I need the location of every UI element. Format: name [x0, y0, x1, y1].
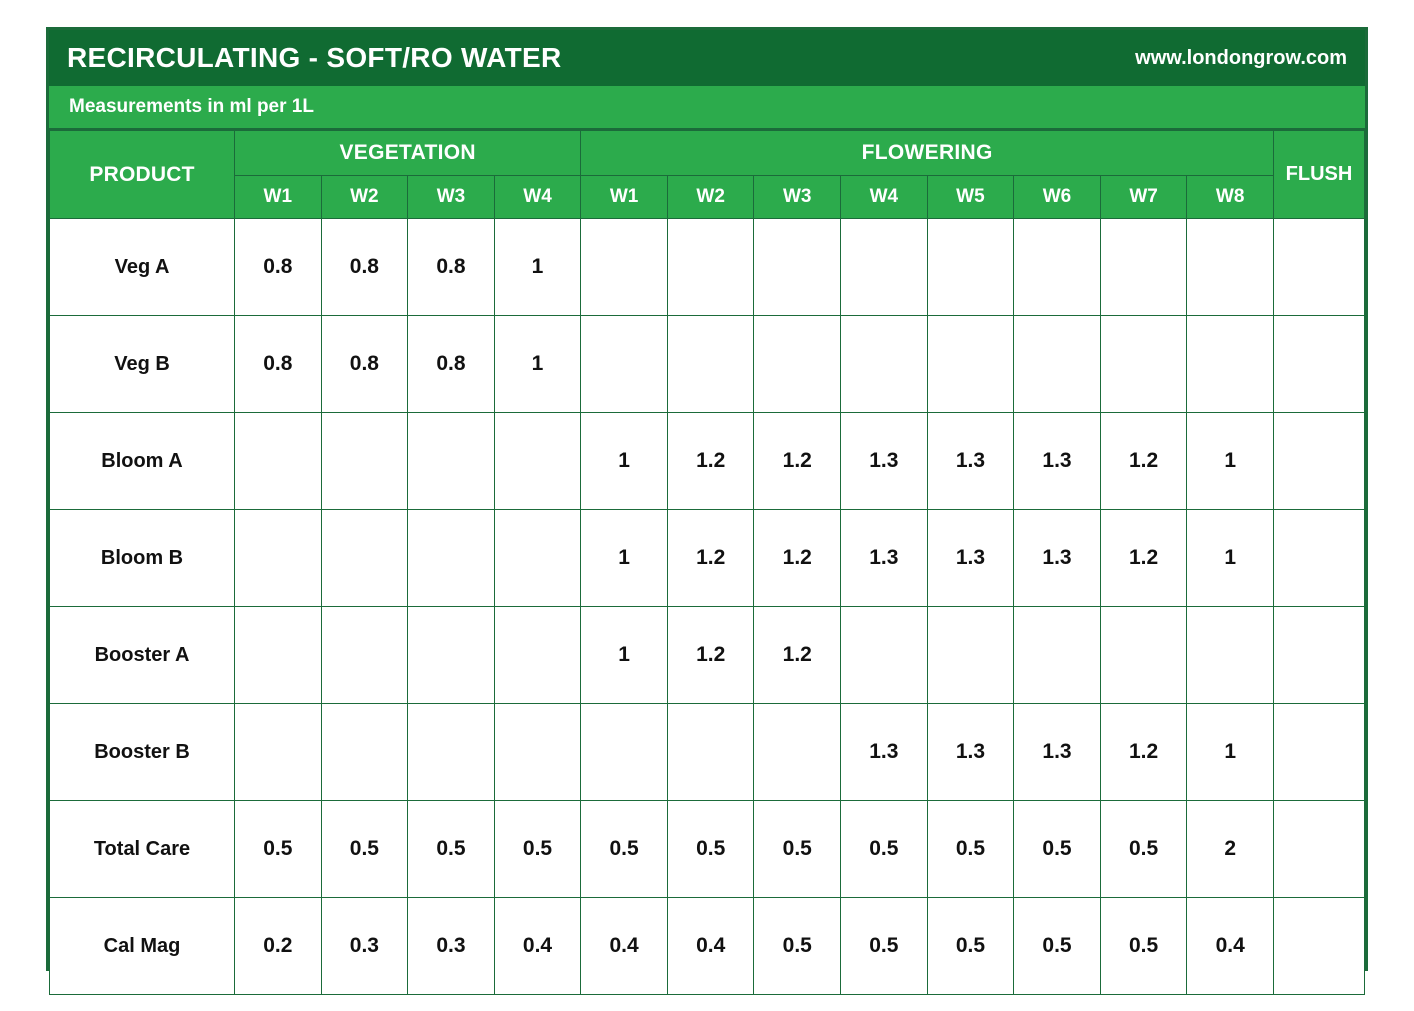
table-row	[50, 510, 1365, 607]
product-name: Bloom A	[50, 413, 235, 510]
chart-subtitle-bar	[49, 86, 1365, 130]
column-header-flush: FLUSH	[1274, 131, 1365, 219]
cell-veg-w2: 0.8	[321, 219, 408, 316]
page-title: RECIRCULATING - SOFT/RO WATER	[67, 42, 562, 73]
cell-flower-w5	[927, 316, 1014, 413]
cell-flush	[1274, 704, 1365, 801]
cell-veg-w2	[321, 413, 408, 510]
cell-flower-w3: 0.5	[754, 898, 841, 995]
cell-veg-w3	[408, 510, 495, 607]
cell-flush	[1274, 219, 1365, 316]
cell-veg-w1: 0.8	[235, 219, 322, 316]
group-header-vegetation: VEGETATION	[235, 131, 581, 176]
cell-veg-w2: 0.3	[321, 898, 408, 995]
week-header-veg-w4: W4	[494, 176, 581, 219]
cell-veg-w1: 0.5	[235, 801, 322, 898]
cell-flower-w2	[667, 316, 754, 413]
table-row	[50, 607, 1365, 704]
cell-flush	[1274, 801, 1365, 898]
table-row	[50, 801, 1365, 898]
column-header-product: PRODUCT	[50, 131, 235, 219]
cell-flower-w1: 0.5	[581, 801, 668, 898]
week-header-flower-w1: W1	[581, 176, 668, 219]
measurement-note: Measurements in ml per 1L	[69, 96, 314, 117]
product-name: Cal Mag	[50, 898, 235, 995]
cell-veg-w3	[408, 413, 495, 510]
table-row	[50, 219, 1365, 316]
week-header-flower-w2: W2	[667, 176, 754, 219]
cell-veg-w1	[235, 607, 322, 704]
cell-veg-w4: 1	[494, 219, 581, 316]
cell-flower-w1	[581, 219, 668, 316]
cell-flower-w5	[927, 607, 1014, 704]
cell-flower-w6: 1.3	[1014, 704, 1101, 801]
cell-veg-w1	[235, 413, 322, 510]
cell-flower-w6: 0.5	[1014, 898, 1101, 995]
cell-flower-w2	[667, 704, 754, 801]
cell-flower-w7	[1100, 607, 1187, 704]
cell-flower-w3: 0.5	[754, 801, 841, 898]
table-row	[50, 413, 1365, 510]
cell-flower-w1: 1	[581, 607, 668, 704]
cell-flower-w4	[841, 607, 928, 704]
cell-veg-w3: 0.8	[408, 219, 495, 316]
table-header	[50, 131, 1365, 219]
cell-flower-w1: 0.4	[581, 898, 668, 995]
cell-flower-w1	[581, 704, 668, 801]
cell-flower-w3: 1.2	[754, 413, 841, 510]
cell-flush	[1274, 510, 1365, 607]
cell-veg-w4	[494, 607, 581, 704]
cell-veg-w3	[408, 607, 495, 704]
product-name: Total Care	[50, 801, 235, 898]
cell-flower-w1: 1	[581, 413, 668, 510]
cell-flush	[1274, 413, 1365, 510]
cell-flush	[1274, 898, 1365, 995]
cell-flower-w2: 1.2	[667, 607, 754, 704]
week-header-flower-w6: W6	[1014, 176, 1101, 219]
week-header-flower-w7: W7	[1100, 176, 1187, 219]
cell-veg-w3	[408, 704, 495, 801]
chart-title-bar	[49, 30, 1365, 86]
cell-veg-w3: 0.3	[408, 898, 495, 995]
cell-veg-w1: 0.8	[235, 316, 322, 413]
cell-flower-w4	[841, 219, 928, 316]
week-header-veg-w1: W1	[235, 176, 322, 219]
week-header-flower-w5: W5	[927, 176, 1014, 219]
cell-flush	[1274, 607, 1365, 704]
cell-flower-w5	[927, 219, 1014, 316]
cell-veg-w4	[494, 704, 581, 801]
cell-flower-w8: 2	[1187, 801, 1274, 898]
cell-flower-w2: 0.5	[667, 801, 754, 898]
cell-flower-w8	[1187, 316, 1274, 413]
cell-flower-w2: 1.2	[667, 510, 754, 607]
product-name: Booster B	[50, 704, 235, 801]
website-url: www.londongrow.com	[1135, 46, 1347, 69]
week-header-flower-w8: W8	[1187, 176, 1274, 219]
cell-flower-w1	[581, 316, 668, 413]
cell-flower-w4: 1.3	[841, 704, 928, 801]
product-name: Veg B	[50, 316, 235, 413]
cell-flower-w8: 1	[1187, 704, 1274, 801]
cell-flower-w3: 1.2	[754, 510, 841, 607]
cell-flower-w6	[1014, 607, 1101, 704]
cell-veg-w2: 0.8	[321, 316, 408, 413]
week-header-flower-w3: W3	[754, 176, 841, 219]
cell-flower-w4: 1.3	[841, 510, 928, 607]
cell-flower-w8	[1187, 219, 1274, 316]
cell-flower-w6	[1014, 219, 1101, 316]
cell-flower-w8: 1	[1187, 510, 1274, 607]
cell-veg-w2	[321, 510, 408, 607]
cell-flower-w3: 1.2	[754, 607, 841, 704]
cell-flower-w1: 1	[581, 510, 668, 607]
table-row	[50, 316, 1365, 413]
cell-flower-w8: 1	[1187, 413, 1274, 510]
cell-flower-w7	[1100, 316, 1187, 413]
week-header-veg-w3: W3	[408, 176, 495, 219]
group-header-flowering: FLOWERING	[581, 131, 1274, 176]
cell-veg-w4	[494, 510, 581, 607]
cell-flower-w3	[754, 316, 841, 413]
cell-flower-w2	[667, 219, 754, 316]
cell-flower-w5: 1.3	[927, 413, 1014, 510]
cell-veg-w4: 0.4	[494, 898, 581, 995]
cell-veg-w1: 0.2	[235, 898, 322, 995]
product-name: Veg A	[50, 219, 235, 316]
cell-veg-w4	[494, 413, 581, 510]
cell-flower-w5: 1.3	[927, 704, 1014, 801]
cell-flower-w2: 1.2	[667, 413, 754, 510]
cell-flower-w3	[754, 704, 841, 801]
cell-flower-w6: 1.3	[1014, 413, 1101, 510]
cell-veg-w3: 0.8	[408, 316, 495, 413]
table-header-row-groups	[50, 131, 1365, 176]
cell-flower-w4	[841, 316, 928, 413]
cell-veg-w2	[321, 704, 408, 801]
cell-flower-w4: 0.5	[841, 898, 928, 995]
cell-veg-w4: 0.5	[494, 801, 581, 898]
cell-flower-w4: 0.5	[841, 801, 928, 898]
cell-veg-w3: 0.5	[408, 801, 495, 898]
cell-flower-w6: 0.5	[1014, 801, 1101, 898]
table-row	[50, 704, 1365, 801]
cell-flower-w7	[1100, 219, 1187, 316]
cell-veg-w4: 1	[494, 316, 581, 413]
cell-flower-w8: 0.4	[1187, 898, 1274, 995]
table-header-row-weeks	[50, 176, 1365, 219]
cell-flower-w7: 1.2	[1100, 510, 1187, 607]
product-name: Bloom B	[50, 510, 235, 607]
feeding-chart	[46, 27, 1368, 971]
cell-flower-w2: 0.4	[667, 898, 754, 995]
cell-flush	[1274, 316, 1365, 413]
table-body	[50, 219, 1365, 995]
cell-veg-w1	[235, 510, 322, 607]
cell-flower-w7: 0.5	[1100, 898, 1187, 995]
cell-flower-w3	[754, 219, 841, 316]
feeding-schedule-table	[49, 130, 1365, 995]
cell-veg-w1	[235, 704, 322, 801]
cell-flower-w5: 0.5	[927, 898, 1014, 995]
cell-flower-w5: 0.5	[927, 801, 1014, 898]
cell-flower-w7: 0.5	[1100, 801, 1187, 898]
table-row	[50, 898, 1365, 995]
week-header-veg-w2: W2	[321, 176, 408, 219]
week-header-flower-w4: W4	[841, 176, 928, 219]
cell-flower-w5: 1.3	[927, 510, 1014, 607]
cell-flower-w7: 1.2	[1100, 413, 1187, 510]
cell-flower-w7: 1.2	[1100, 704, 1187, 801]
cell-flower-w4: 1.3	[841, 413, 928, 510]
cell-veg-w2: 0.5	[321, 801, 408, 898]
cell-veg-w2	[321, 607, 408, 704]
cell-flower-w6	[1014, 316, 1101, 413]
cell-flower-w6: 1.3	[1014, 510, 1101, 607]
cell-flower-w8	[1187, 607, 1274, 704]
product-name: Booster A	[50, 607, 235, 704]
